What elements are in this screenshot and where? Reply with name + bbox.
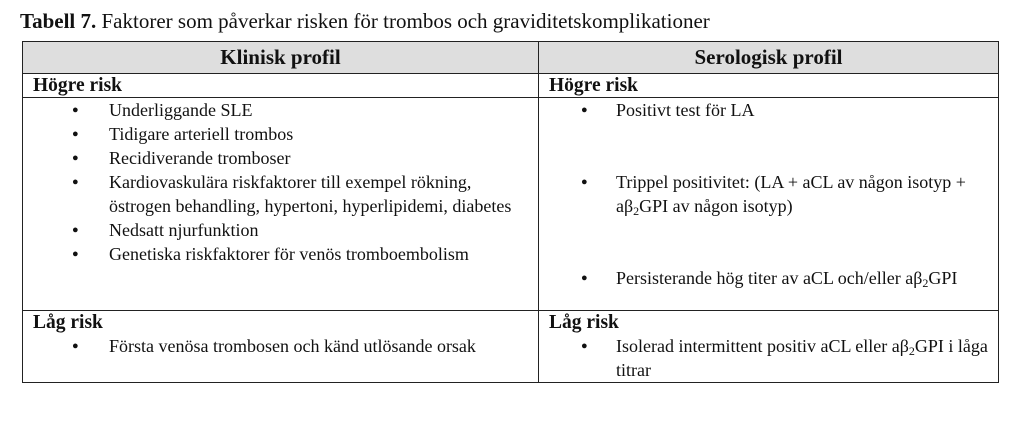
low-risk-body-row — [23, 334, 998, 382]
serological-high-risk-list — [539, 98, 998, 290]
list-item: ● Nedsatt njurfunktion — [23, 218, 538, 242]
clinical-high-risk-title: Högre risk — [23, 74, 539, 97]
list-item: ● Recidiverande tromboser — [23, 146, 538, 170]
list-item: ● Trippel positivitet: (LA + aCL av någon isotyp + $a\beta_2GPI$ av någon isotyp) — [539, 170, 998, 218]
serological-low-risk-cell — [539, 334, 998, 382]
clinical-high-risk-cell — [23, 98, 539, 310]
clinical-low-risk-cell — [23, 334, 539, 382]
header-row — [23, 42, 998, 74]
low-risk-title-row — [23, 311, 998, 334]
risk-factors-table — [22, 41, 999, 383]
high-risk-title-row — [23, 74, 998, 98]
list-item: ● Genetiska riskfaktorer för venös tromboembolism — [23, 242, 538, 266]
serological-high-risk-title: Högre risk — [549, 75, 639, 96]
caption-label: Tabell 7. — [20, 9, 97, 33]
list-item: ● Persisterande hög titer av aCL och/eller $a\beta_2GPI$ — [539, 266, 998, 290]
clinical-low-risk-list — [23, 334, 538, 358]
list-item: ● Kardiovaskulära riskfaktorer till exempel rökning, östrogen behandling, hypertoni, hyperlipidemi, diabetes — [23, 170, 538, 218]
list-item: ● Isolerad intermittent positiv aCL eller $a\beta_2GPI$ i låga titrar — [539, 334, 998, 382]
list-item: ● Underliggande SLE — [23, 98, 538, 122]
list-item: ● Första venösa trombosen och känd utlösande orsak — [23, 334, 538, 358]
serological-profile-header: Serologisk profil — [694, 45, 843, 69]
caption-text: Faktorer som påverkar risken för trombos och graviditetskomplikationer — [96, 9, 710, 33]
clinical-high-risk-list — [23, 98, 538, 266]
serological-high-risk-cell — [539, 98, 998, 310]
serological-low-risk-title: Låg risk — [549, 312, 619, 333]
table-caption — [20, 8, 710, 34]
high-risk-body-row — [23, 98, 998, 311]
list-item: ● Tidigare arteriell trombos — [23, 122, 538, 146]
clinical-low-risk-title: Låg risk — [23, 311, 539, 334]
list-item: ● Positivt test för LA — [539, 98, 998, 122]
clinical-profile-header: Klinisk profil — [23, 42, 539, 73]
serological-low-risk-list — [539, 334, 998, 382]
